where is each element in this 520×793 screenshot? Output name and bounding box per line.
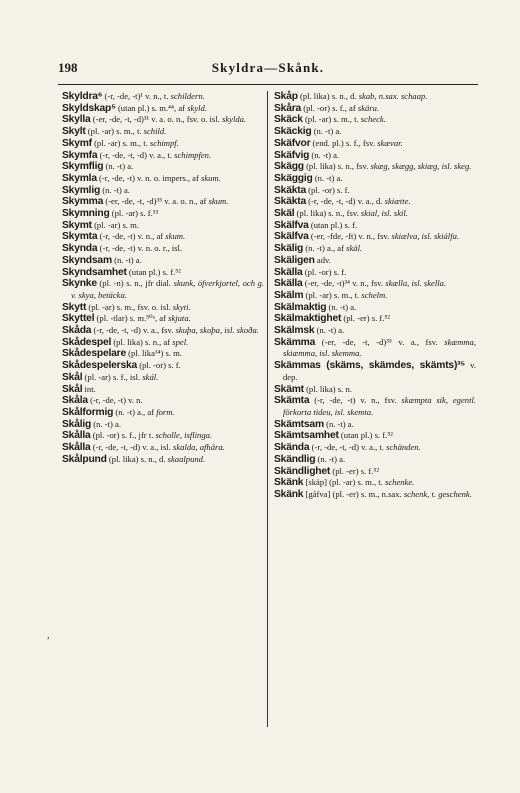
headword: Skämtsamhet — [274, 430, 339, 442]
headword: Skälmsk — [274, 325, 315, 337]
etymology: skaalpund. — [167, 453, 206, 464]
dictionary-entry — [274, 150, 476, 162]
headword: Skälfva — [274, 231, 309, 243]
grammar-note: (pl. -tlar) s. m.⁵⁰ᵃ, af — [96, 313, 166, 324]
headword: Skylt — [62, 126, 86, 138]
headword: Skålig — [62, 418, 92, 430]
headword: Skyldra⁶ — [62, 91, 103, 102]
headword: Skäggig — [274, 172, 313, 184]
etymology: scholle, isflinga. — [155, 430, 213, 441]
dictionary-entry — [62, 337, 264, 349]
dictionary-entry — [274, 208, 476, 220]
grammar-note: (pl. -or) s. f. — [308, 184, 350, 195]
headword: Skåp — [274, 91, 298, 102]
headword: Skålla — [62, 442, 91, 454]
dictionary-entry — [274, 489, 476, 501]
running-head: Skyldra—Skånk. — [211, 60, 325, 75]
etymology: scheck. — [360, 114, 386, 125]
margin-mark: , — [47, 630, 50, 641]
dictionary-entry — [274, 360, 476, 383]
headword: Skämta — [274, 395, 310, 407]
headword: Skål — [62, 371, 83, 383]
grammar-note: (utan pl.) s. f.⁵² — [128, 266, 181, 277]
headword: Skälmaktighet — [274, 313, 342, 325]
dictionary-entry — [62, 313, 264, 325]
etymology: form. — [156, 406, 175, 417]
dictionary-entry — [274, 220, 476, 232]
grammar-note: (pl. -ar) s. f., isl. — [84, 371, 141, 382]
headword: Skytt — [62, 301, 87, 313]
headword: Skäkta — [274, 196, 307, 208]
dictionary-entry — [62, 208, 264, 220]
dictionary-entry — [274, 161, 476, 173]
etymology: skum. — [208, 196, 229, 207]
headword: Skämt — [274, 383, 304, 395]
grammar-note: (pl. lika) s. n., fsv. — [296, 208, 359, 219]
dictionary-entry — [274, 419, 476, 431]
grammar-note: (n. -t) a. — [114, 254, 142, 265]
dictionary-entry — [62, 325, 264, 337]
etymology: schild. — [143, 126, 167, 137]
dictionary-entry — [274, 138, 476, 150]
dictionary-entry — [62, 220, 264, 232]
grammar-note: (n. -t) a. — [102, 184, 130, 195]
left-column — [62, 91, 264, 466]
dictionary-entry — [62, 407, 264, 419]
headword: Skåda — [62, 325, 92, 337]
dictionary-entry — [62, 302, 264, 314]
dictionary-entry — [62, 231, 264, 243]
grammar-note: (-r, -de, -t) v. n. o. impers., af — [99, 172, 199, 183]
grammar-note: (-r, -de, -t)¹ v. n., t. — [104, 91, 169, 101]
dictionary-entry — [274, 395, 476, 418]
dictionary-entry — [274, 290, 476, 302]
dictionary-entry — [274, 384, 476, 396]
grammar-note: (n. -t) a. — [313, 126, 342, 137]
grammar-note: adv. — [316, 254, 331, 265]
headword: Skäkta — [274, 184, 307, 196]
headword: Skäfvig — [274, 149, 310, 161]
etymology: skiætte. — [384, 196, 411, 207]
headword: Skymma — [62, 196, 104, 208]
headword: Skämtsam — [274, 418, 324, 430]
dictionary-entry — [274, 91, 476, 103]
etymology: skjuta. — [168, 313, 191, 324]
etymology: schimpf. — [149, 137, 179, 148]
page-number: 198 — [58, 60, 78, 75]
grammar-note: (pl. -ar) s. m. — [94, 219, 139, 230]
headword: Skylla — [62, 114, 91, 126]
headword: Skälig — [274, 243, 304, 255]
dictionary-entry — [274, 255, 476, 267]
grammar-note: (n. -t) a. — [328, 301, 357, 312]
column-divider — [267, 91, 268, 727]
etymology: schelm. — [361, 289, 388, 300]
etymology: skælla, isl. skella. — [385, 278, 447, 289]
etymology: spel. — [172, 336, 189, 347]
dictionary-entry — [274, 442, 476, 454]
dictionary-entry — [274, 313, 476, 325]
grammar-note: (-r, -de, -t) v. n. o. r., isl. — [99, 243, 182, 254]
etymology: skab, n.sax. schaap. — [358, 91, 428, 101]
etymology: skylda. — [221, 114, 247, 125]
etymology: schenk, t. geschenk. — [403, 488, 472, 499]
etymology: skyld. — [187, 102, 207, 113]
grammar-note: (-er, -de, -t, -d)³⁵ v. a., fsv. — [321, 336, 438, 347]
headword: Skälfva — [274, 219, 309, 231]
grammar-note: (pl. lika¹⁴) s. m. — [128, 348, 182, 359]
grammar-note: (pl. -n) s. n., jfr dial. — [99, 278, 172, 289]
etymology: schänden. — [386, 442, 421, 453]
dictionary-entry — [62, 173, 264, 185]
grammar-note: (pl. -or) s. f. — [304, 266, 347, 277]
headword: Skäck — [274, 114, 303, 126]
dictionary-entry — [62, 430, 264, 442]
page-header — [58, 60, 478, 76]
headword: Skådespelerska — [62, 360, 138, 372]
headword: Skäl — [274, 208, 295, 220]
grammar-note: (utan pl.) s. m.⁴⁴, af — [117, 102, 186, 113]
dictionary-entry — [62, 278, 264, 301]
headword: Skäligen — [274, 254, 315, 266]
grammar-note: (n. -t) a. — [317, 453, 346, 464]
headword: Skälmaktig — [274, 301, 327, 313]
grammar-note: (pl. lika) s. n., af — [113, 336, 171, 347]
grammar-note: (pl. lika) s. n., fsv. — [306, 161, 369, 172]
grammar-note: (end. pl.) s. f., fsv. — [312, 137, 375, 148]
headword: Skådespelare — [62, 348, 127, 360]
etymology: skära. — [357, 102, 380, 113]
etymology: skyti. — [172, 301, 191, 312]
grammar-note: (n. -t) a. — [326, 418, 354, 429]
headword: Skälla — [274, 278, 303, 290]
etymology: skalda, afhåra. — [172, 442, 225, 453]
headword: Skänk — [274, 488, 304, 500]
headword: Skålla — [62, 430, 91, 442]
dictionary-entry — [62, 185, 264, 197]
dictionary-entry — [62, 138, 264, 150]
etymology: skæmpta sik, egentl. förkorta tideu, isl. skemta. — [283, 395, 476, 417]
grammar-note: (n. -t) a. — [316, 325, 345, 336]
dictionary-entry — [274, 302, 476, 314]
headword: Skymla — [62, 172, 97, 184]
dictionary-entry — [62, 126, 264, 138]
headword: Skämma — [274, 336, 316, 348]
dictionary-entry — [62, 419, 264, 431]
grammar-note: (pl. -or) s. f., jfr t. — [92, 430, 154, 441]
grammar-note: (pl. -ar) s. m., t. — [87, 126, 142, 137]
grammar-note: (pl. -ar) s. m., t. — [305, 289, 360, 300]
grammar-note: (-er, -fde, -ft) v. n., fsv. — [310, 231, 390, 242]
grammar-note: (n. -t) a. — [314, 172, 343, 183]
headword: Skyttel — [62, 313, 95, 325]
headword: Skägg — [274, 161, 304, 173]
headword: Skälm — [274, 289, 304, 301]
grammar-note: (n. -t) a., af — [305, 243, 344, 254]
grammar-note: (-r, -de, -t) v. n. — [90, 395, 143, 406]
etymology: skiælva, isl. skiálfa. — [391, 231, 460, 242]
grammar-note: (-r, -de, -t, -d) v. a., fsv. — [93, 325, 174, 336]
dictionary-entry — [62, 348, 264, 360]
etymology: skæmma, skiæmma, isl. skemma. — [283, 336, 476, 359]
grammar-note: v. dep. — [283, 360, 476, 382]
grammar-note: (utan pl.) s. f.⁵² — [340, 430, 393, 441]
headword: Skåra — [274, 102, 302, 114]
headword: Skåla — [62, 395, 88, 407]
grammar-note: (-r, -de, -t, -d) v. a., t. — [99, 149, 172, 160]
dictionary-entry — [62, 267, 264, 279]
grammar-note: int. — [84, 383, 96, 394]
grammar-note: (-er, -de, -t, -d)³¹ v. a. o. n., fsv. o. isl. — [92, 114, 220, 125]
grammar-note: (pl. -ar) s. m., t. — [94, 137, 148, 148]
grammar-note: [gåfva] (pl. -er) s. m., n.sax. — [305, 488, 402, 499]
dictionary-entry — [274, 231, 476, 243]
headword: Skål — [62, 383, 83, 395]
grammar-note: (-r, -de, -t) v. n., fsv. — [314, 395, 397, 406]
dictionary-entry — [274, 185, 476, 197]
grammar-note: (-r, -de, -t, -d) v. a., isl. — [92, 442, 171, 453]
headword: Skälla — [274, 266, 303, 278]
dictionary-entry — [62, 454, 264, 466]
etymology: skial, isl. skil. — [360, 208, 408, 219]
grammar-note: (n. -t) a. — [311, 149, 340, 160]
headword: Skymta — [62, 231, 98, 243]
dictionary-entry — [62, 150, 264, 162]
headword: Skänk — [274, 477, 304, 489]
headword: Skyndsam — [62, 254, 112, 266]
headword: Skynda — [62, 243, 98, 255]
dictionary-entry — [274, 325, 476, 337]
etymology: schenke. — [384, 477, 415, 488]
dictionary-entry — [274, 337, 476, 360]
etymology: skäl. — [346, 243, 363, 254]
dictionary-entry — [274, 103, 476, 115]
headword: Skyndsamhet — [62, 266, 127, 278]
dictionary-entry — [62, 395, 264, 407]
headword: Skändlighet — [274, 465, 331, 477]
header-rule — [58, 84, 478, 85]
dictionary-entry — [274, 114, 476, 126]
dictionary-entry — [62, 103, 264, 115]
headword: Skyldskap⁵ — [62, 102, 116, 114]
dictionary-entry — [62, 91, 264, 103]
dictionary-entry — [274, 126, 476, 138]
dictionary-entry — [62, 161, 264, 173]
dictionary-entry — [274, 278, 476, 290]
dictionary-entry — [274, 477, 476, 489]
headword: Skymflig — [62, 161, 104, 173]
etymology: schildern. — [170, 91, 205, 101]
headword: Skålpund — [62, 453, 107, 465]
grammar-note: (pl. -or) s. f. — [139, 360, 181, 371]
grammar-note: (pl. -er) s. f.⁵² — [343, 313, 390, 324]
dictionary-entry — [274, 454, 476, 466]
grammar-note: (n. -t) a. — [93, 418, 121, 429]
grammar-note: (-er, -de, -t)³⁴ v. n., fsv. — [304, 278, 384, 289]
grammar-note: (-r, -de, -t, -d) v. a., d. — [308, 196, 383, 207]
dictionary-entry — [62, 372, 264, 384]
dictionary-entry — [62, 196, 264, 208]
headword: Skändlig — [274, 453, 316, 465]
grammar-note: (-r, -de, -t) v. n., af — [99, 231, 164, 242]
grammar-note: (pl. lika) s. n. — [306, 383, 352, 394]
etymology: skum. — [201, 172, 221, 183]
grammar-note: [skäp] (pl. -ar) s. m., t. — [305, 477, 383, 488]
headword: Skymlig — [62, 184, 101, 196]
headword: Skålformig — [62, 406, 114, 418]
headword: Skymfa — [62, 149, 98, 161]
grammar-note: (pl. -ar) s. f.⁵³ — [111, 208, 159, 219]
etymology: skæg, skægg, skiæg, isl. skeg. — [370, 161, 472, 172]
dictionary-entry — [274, 196, 476, 208]
grammar-note: (-er, -de, -t, -d)³⁵ v. a. o. n., af — [105, 196, 207, 207]
grammar-note: (pl. lika) s. n., d. — [108, 453, 166, 464]
headword: Skymf — [62, 137, 92, 149]
headword: Skymning — [62, 208, 110, 220]
dictionary-entry — [274, 466, 476, 478]
grammar-note: (pl. -ar) s. m., fsv. o. isl. — [88, 301, 171, 312]
etymology: skuþa, skoþa, isl. skoða. — [175, 325, 259, 336]
headword: Skymt — [62, 219, 92, 231]
right-column — [274, 91, 476, 501]
headword: Skända — [274, 442, 310, 454]
dictionary-entry — [62, 114, 264, 126]
etymology: skævar. — [377, 137, 403, 148]
grammar-note: (pl. -ar) s. m., t. — [304, 114, 359, 125]
dictionary-entry — [274, 173, 476, 185]
headword: Skäckig — [274, 126, 312, 138]
headword: Skådespel — [62, 336, 112, 348]
headword: Skämmas (skäms, skämdes, skämts)³⁵ — [274, 360, 466, 372]
dictionary-entry — [62, 360, 264, 372]
grammar-note: (utan pl.) s. f. — [310, 219, 358, 230]
dictionary-entry — [274, 243, 476, 255]
dictionary-entry — [274, 430, 476, 442]
grammar-note: (pl. -or) s. f., af — [303, 102, 356, 113]
dictionary-entry — [62, 243, 264, 255]
grammar-note: (n. -t) a., af — [115, 406, 155, 417]
dictionary-entry — [62, 255, 264, 267]
grammar-note: (-r, -de, -t, -d) v. a., t. — [311, 442, 384, 453]
grammar-note: (pl. -er) s. f.⁵² — [332, 465, 379, 476]
dictionary-entry — [274, 267, 476, 279]
dictionary-entry — [62, 384, 264, 396]
headword: Skäfvor — [274, 137, 311, 149]
etymology: schimpfen. — [174, 149, 212, 160]
grammar-note: (n. -t) a. — [105, 161, 134, 172]
grammar-note: (pl. lika) s. n., d. — [299, 91, 357, 101]
etymology: skál. — [142, 371, 159, 382]
etymology: skum. — [165, 231, 186, 242]
headword: Skynke — [62, 278, 97, 290]
dictionary-entry — [62, 442, 264, 454]
etymology: skunk, öfverkjortel, och g. v. skya, betäcka. — [71, 278, 264, 300]
